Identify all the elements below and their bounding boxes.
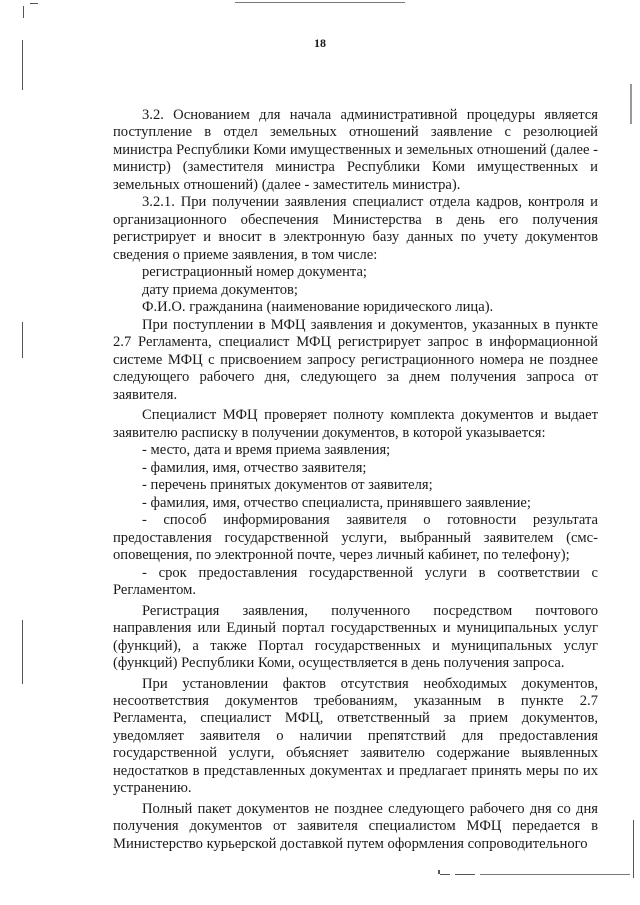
scan-artifact-right-2 bbox=[633, 820, 634, 878]
list-item: - место, дата и время приема заявления; bbox=[142, 442, 391, 459]
list-item: - перечень принятых документов от заявителя; bbox=[142, 477, 433, 494]
page-number: 18 bbox=[314, 36, 326, 50]
scan-artifact-left-top bbox=[23, 6, 24, 18]
paragraph-3-2-1: 3.2.1. При получении заявления специалист отдела кадров, контроля и организационного обеспечения Министерства в день его получения регистрирует и вносит в электронную базу данных по учету документов сведения о приеме заявления, в том числе: bbox=[113, 194, 598, 263]
paragraph-3-2: 3.2. Основанием для начала административной процедуры является поступление в отдел земельных отношений заявление с резолюцией министра Республики Коми имущественных и земельных отношений (далее - министр) (заместителя министра Республики Коми имущественных и земельных отношений) (далее - заместитель министра). bbox=[113, 107, 598, 193]
scan-artifact-top-rule bbox=[235, 2, 405, 3]
scan-artifact-bottom-1 bbox=[440, 874, 450, 875]
list-item: - фамилия, имя, отчество специалиста, принявшего заявление; bbox=[142, 494, 531, 511]
paragraph-mfc-registration: При поступлении в МФЦ заявления и документов, указанных в пункте 2.7 Регламента, специалист МФЦ регистрирует запрос в информационной системе МФЦ с присвоением запросу регистрационного номера не позднее следующего рабочего дня, следующего за днем получения запроса от заявителя. bbox=[113, 316, 598, 403]
list-item: - срок предоставления государственной услуги в соответствии с Регламентом. bbox=[113, 564, 598, 599]
scan-artifact-top-line bbox=[30, 3, 38, 4]
scan-artifact-bottom-3 bbox=[480, 874, 630, 875]
list-item: - способ информирования заявителя о готовности результата предоставления государственной услуги, выбранный заявителем (смс-оповещения, по электронной почте, через личный кабинет, по телефону); bbox=[113, 512, 598, 564]
scan-artifact-right-1 bbox=[630, 84, 632, 124]
paragraph-missing-documents: При установлении фактов отсутствия необходимых документов, несоответствия документов требованиям, указанным в пункте 2.7 Регламента, специалист МФЦ, ответственный за прием документов, уведомляет заявителя о наличии препятствий для предоставления государственной услуги, объясняет заявителю содержание выявленных недостатков в представленных документах и предлагает принять меры по их устранению. bbox=[113, 675, 598, 797]
list-item: - фамилия, имя, отчество заявителя; bbox=[142, 459, 367, 476]
scan-artifact-bottom-2 bbox=[455, 874, 475, 875]
paragraph-package-transfer: Полный пакет документов не позднее следующего рабочего дня со дня получения документов от заявителя специалистом МФЦ передается в Министерство курьерской доставкой путем оформления сопроводительного bbox=[113, 800, 598, 852]
list-item: Ф.И.О. гражданина (наименование юридического лица). bbox=[142, 299, 494, 316]
list-item: дату приема документов; bbox=[142, 281, 298, 298]
document-body bbox=[113, 107, 598, 853]
list-item: регистрационный номер документа; bbox=[142, 264, 367, 281]
scan-artifact-left-3 bbox=[22, 620, 23, 684]
scan-artifact-left-2 bbox=[22, 322, 23, 358]
paragraph-mfc-check: Специалист МФЦ проверяет полноту комплекта документов и выдает заявителю расписку в получении документов, в которой указывается: bbox=[113, 407, 598, 441]
scan-artifact-bottom-4 bbox=[438, 870, 440, 874]
paragraph-postal-registration: Регистрация заявления, полученного посредством почтового направления или Единый портал государственных и муниципальных услуг (функций), а также Портал государственных и муниципальных услуг (функций) Республики Коми, осуществляется в день получения запроса. bbox=[113, 602, 598, 672]
